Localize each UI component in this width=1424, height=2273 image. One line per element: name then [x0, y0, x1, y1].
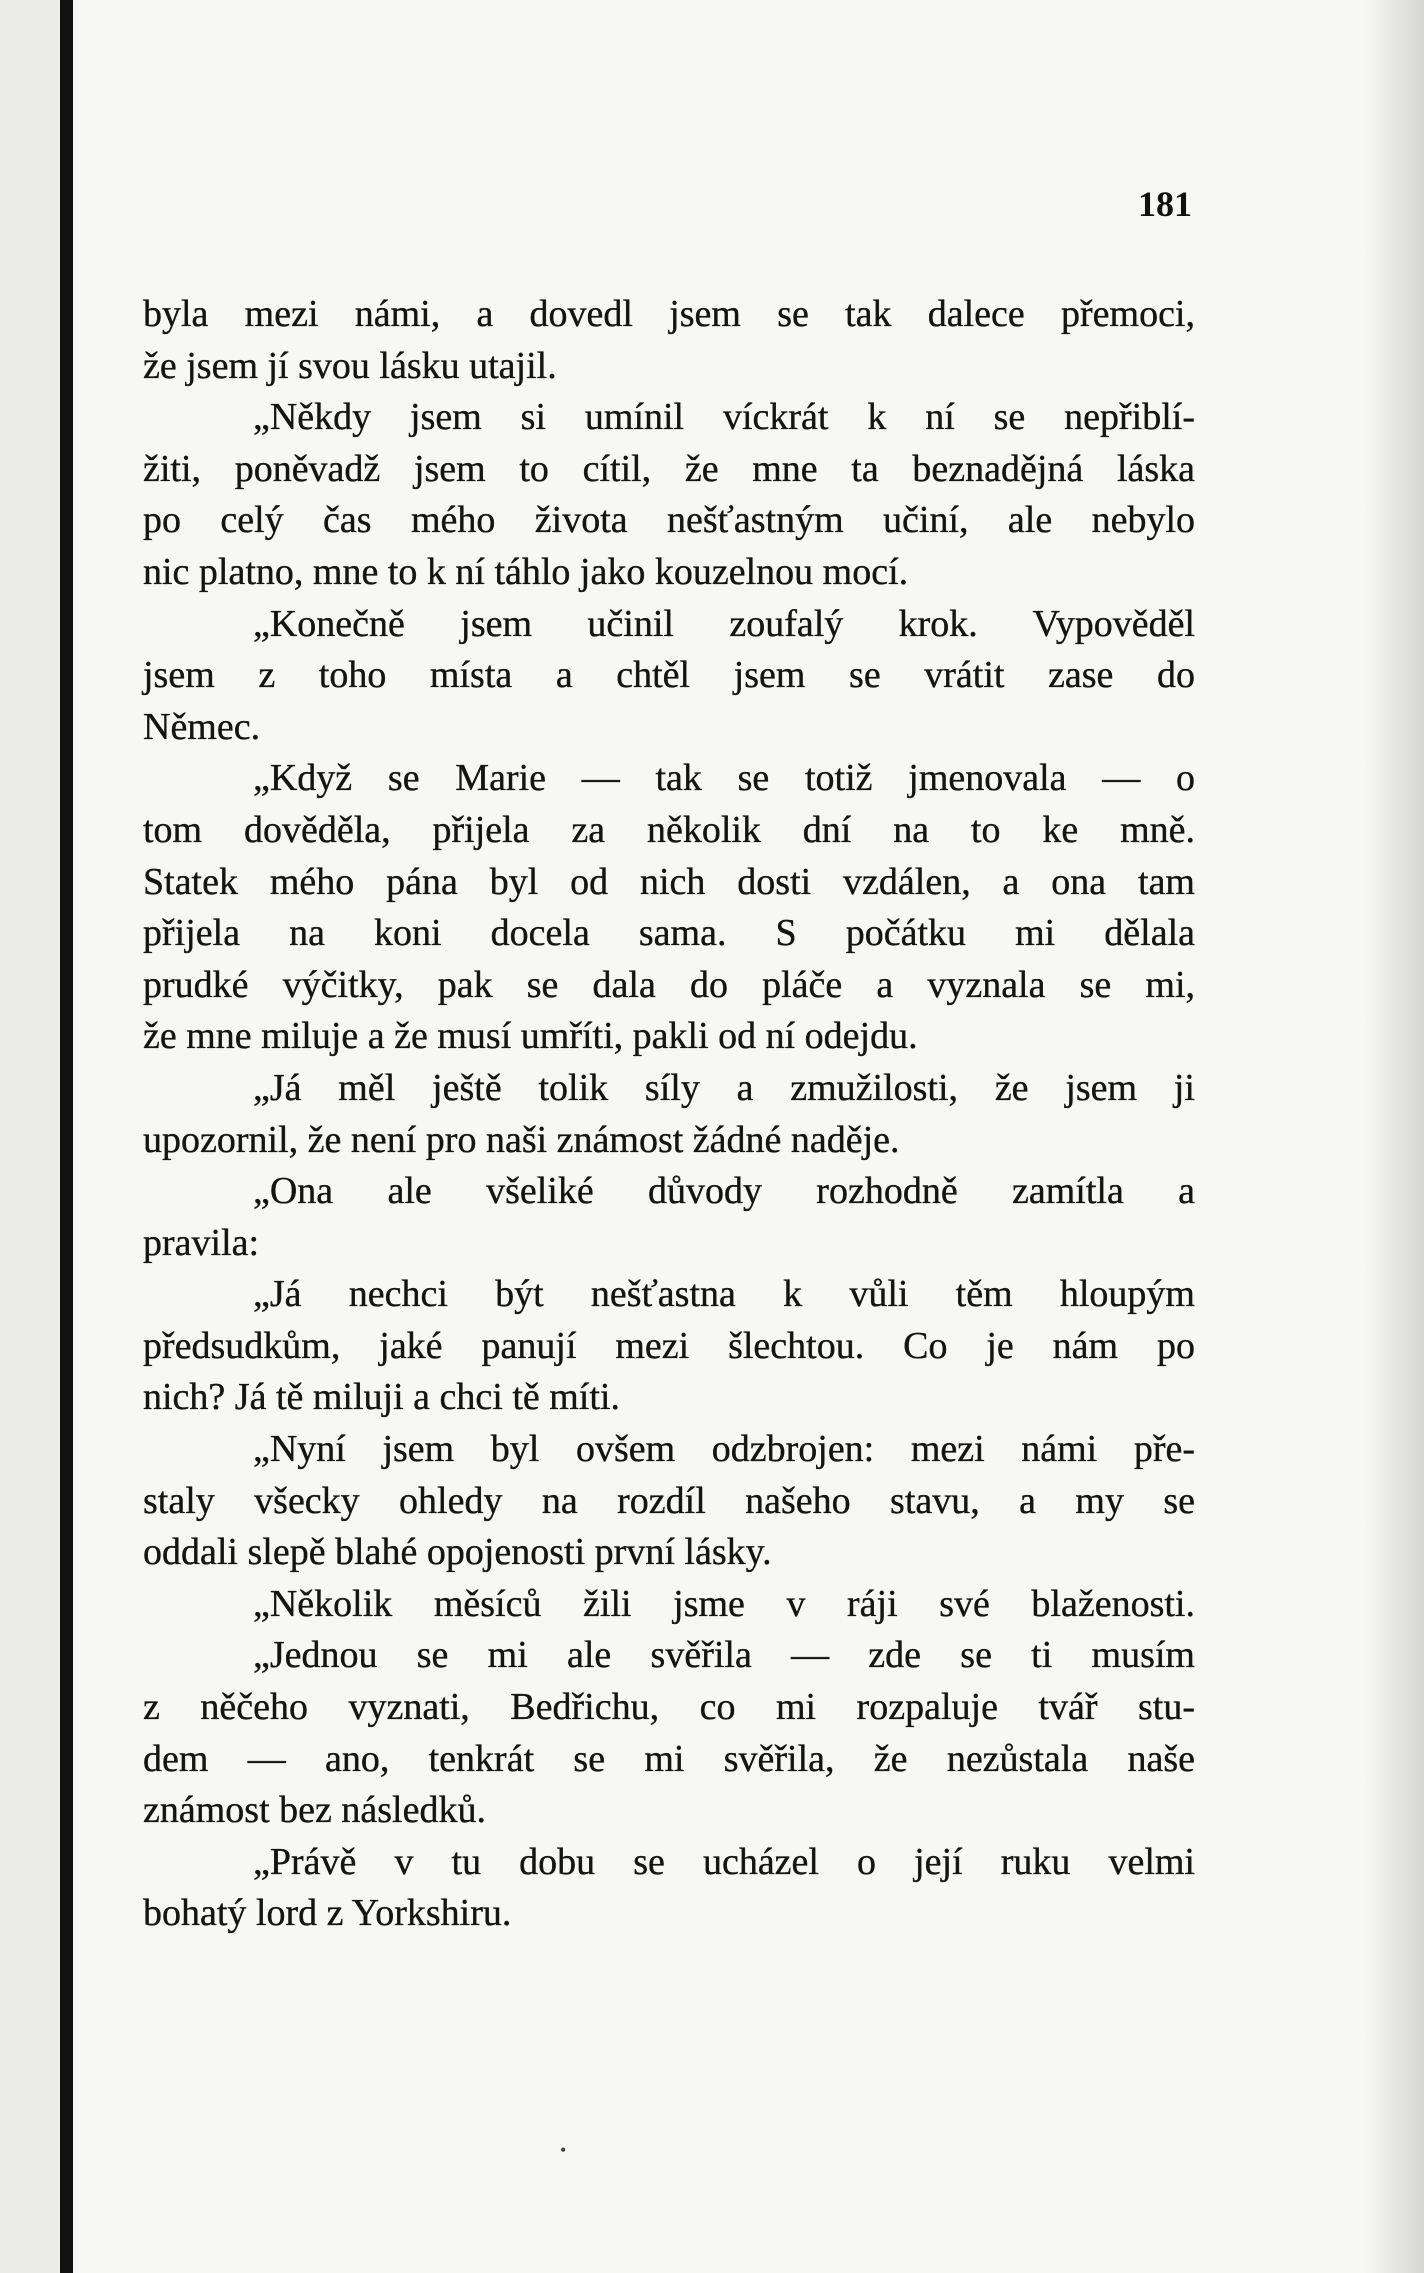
text-line: „Když se Marie — tak se totiž jmenovala — o [253, 757, 1195, 800]
text-line: „Někdy jsem si umínil víckrát k ní se nepřiblí- [253, 396, 1195, 439]
text-line: prudké výčitky, pak se dala do pláče a vyznala se mi, [143, 963, 1195, 1006]
page-number: 181 [1138, 184, 1192, 224]
text-line: přijela na koni docela sama. S počátku mi dělala [143, 912, 1195, 955]
text-line: předsudkům, jaké panují mezi šlechtou. Co je nám po [143, 1324, 1195, 1367]
text-line: tom dověděla, přijela za několik dní na to ke mně. [143, 808, 1195, 851]
text-line: oddali slepě blahé opojenosti první lásky. [143, 1531, 772, 1574]
book-spine-shadow [60, 0, 73, 2273]
text-line: staly všecky ohledy na rozdíl našeho stavu, a my se [143, 1479, 1195, 1522]
text-line: „Já měl ještě tolik síly a zmužilosti, že jsem ji [253, 1066, 1195, 1109]
text-line: z něčeho vyznati, Bedřichu, co mi rozpaluje tvář stu- [143, 1686, 1195, 1729]
text-line: jsem z toho místa a chtěl jsem se vrátit zase do [143, 654, 1195, 697]
text-line: „Několik měsíců žili jsme v ráji své blaženosti. [253, 1582, 1195, 1625]
text-line: „Konečně jsem učinil zoufalý krok. Vypověděl [253, 602, 1195, 645]
page-edge-shade [1364, 0, 1424, 2273]
text-line: dem — ano, tenkrát se mi svěřila, že nezůstala naše [143, 1737, 1195, 1780]
text-line: po celý čas mého života nešťastným učiní, ale nebylo [143, 499, 1195, 542]
print-speck: • [560, 2140, 567, 2160]
text-line: že mne miluje a že musí umříti, pakli od ní odejdu. [143, 1015, 918, 1058]
body-text [143, 289, 1195, 1940]
text-line: známost bez následků. [143, 1789, 486, 1832]
text-line: Němec. [143, 705, 261, 748]
text-line: „Ona ale všeliké důvody rozhodně zamítla a [253, 1170, 1195, 1213]
facing-page-edge [0, 0, 60, 2273]
text-line: nic platno, mne to k ní táhlo jako kouzelnou mocí. [143, 550, 909, 593]
text-line: „Já nechci být nešťastna k vůli těm hloupým [253, 1273, 1195, 1316]
text-line: „Nyní jsem byl ovšem odzbrojen: mezi námi pře- [253, 1428, 1195, 1471]
text-line: „Právě v tu dobu se ucházel o její ruku velmi [253, 1840, 1195, 1883]
text-line: nich? Já tě miluji a chci tě míti. [143, 1376, 620, 1419]
text-line: upozornil, že není pro naši známost žádné naděje. [143, 1118, 900, 1161]
text-line: bohatý lord z Yorkshiru. [143, 1892, 512, 1935]
text-line: Statek mého pána byl od nich dosti vzdálen, a ona tam [143, 860, 1195, 903]
text-line: byla mezi námi, a dovedl jsem se tak dalece přemoci, [143, 293, 1195, 335]
text-line: pravila: [143, 1221, 260, 1264]
text-line: „Jednou se mi ale svěřila — zde se ti musím [253, 1634, 1195, 1677]
text-line: že jsem jí svou lásku utajil. [143, 344, 557, 387]
text-line: žiti, poněvadž jsem to cítil, že mne ta beznadějná láska [143, 447, 1195, 490]
